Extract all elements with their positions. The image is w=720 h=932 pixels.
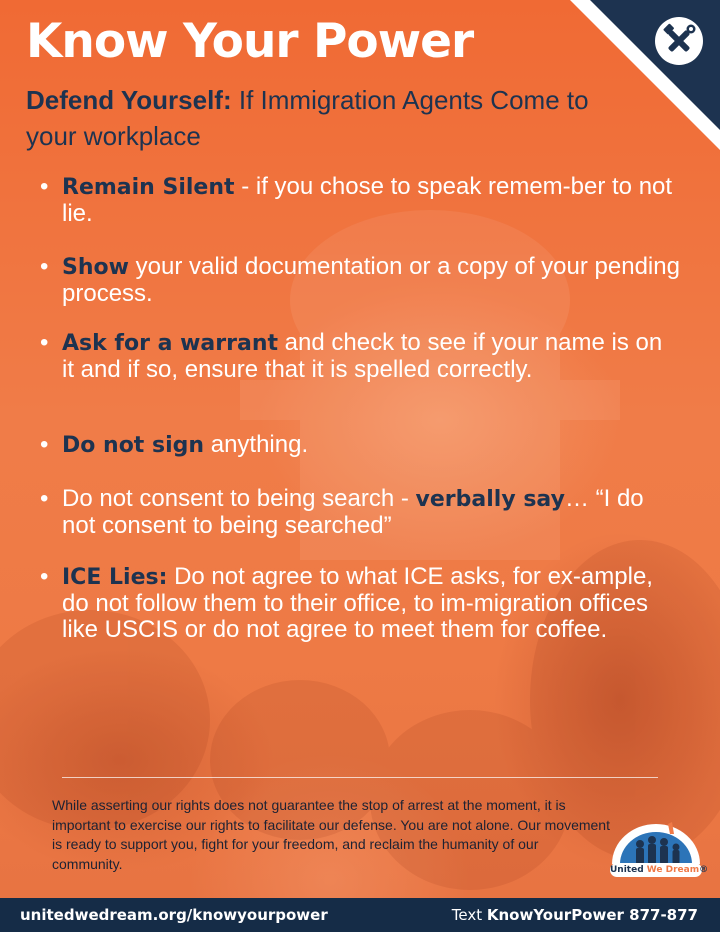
divider	[62, 777, 658, 778]
sms-keyword: KnowYourPower	[486, 906, 624, 924]
list-item	[40, 330, 680, 383]
page-title: Know Your Power	[26, 14, 474, 69]
bullet-text: and check to see if your name is on it and if so, ensure that it is spelled correctly.	[62, 329, 663, 383]
bullet-text: - if you chose to speak remem-ber to not lie.	[62, 173, 673, 227]
disclaimer-note: While asserting our rights does not guarantee the stop of arrest at the moment, it is important to exercise our rights to facilitate our defense. You are not alone. Our movement is ready to support you, fight for your freedom, and reclaim the humanity of our community.	[52, 797, 610, 872]
bullet-dot: •	[40, 485, 49, 512]
bullet-dot: •	[40, 563, 49, 590]
bullet-text: your valid documentation or a copy of your pending process.	[62, 253, 680, 307]
bullet-strong: Do not sign	[62, 433, 205, 458]
logo-text	[610, 863, 709, 877]
united-we-dream-logo	[606, 820, 709, 884]
list-item	[40, 486, 680, 539]
list-item	[40, 564, 680, 643]
bullet-dot: •	[40, 253, 49, 280]
footer-bar	[0, 898, 720, 932]
bullet-text: … “I do not consent to being searched”	[62, 485, 644, 539]
bullet-dot: •	[40, 329, 49, 356]
list-item	[40, 254, 680, 307]
logo-text-we-dream: We Dream	[646, 865, 700, 875]
logo-registered-mark: ®	[699, 865, 709, 875]
bullet-strong: Show	[62, 255, 129, 280]
sms-number: 877-877	[623, 906, 698, 924]
subtitle	[26, 82, 646, 154]
list-item	[40, 174, 680, 227]
bullet-dot: •	[40, 431, 49, 458]
sms-prefix: Text	[451, 906, 487, 924]
footer-sms	[452, 906, 698, 924]
bullet-strong: Ask for a warrant	[62, 331, 279, 356]
bullet-text: anything.	[204, 431, 309, 458]
bullet-strong: ICE Lies:	[62, 565, 168, 590]
bullet-dot: •	[40, 173, 49, 200]
bullet-text-before: Do not consent to being search -	[62, 485, 416, 512]
subtitle-text: If Immigration Agents Come to your workplace	[26, 85, 589, 151]
logo-text-united: United	[610, 865, 647, 875]
bullet-strong: Remain Silent	[62, 175, 235, 200]
bullet-strong: verbally say	[415, 487, 565, 512]
subtitle-lead: Defend Yourself:	[26, 85, 232, 115]
footer-url-link[interactable]: unitedwedream.org/knowyourpower	[20, 906, 328, 924]
list-item	[40, 432, 308, 459]
bullet-text: Do not agree to what ICE asks, for ex-ample, do not follow them to their office, to im-migration offices like USCIS or do not agree to meet them for coffee.	[62, 563, 653, 643]
